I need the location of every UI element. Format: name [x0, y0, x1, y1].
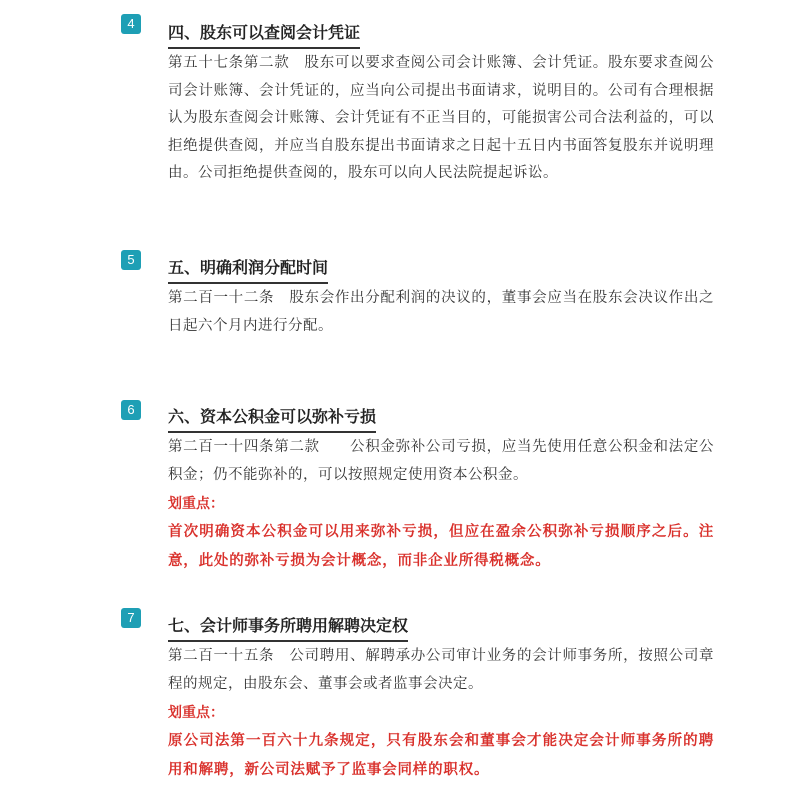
- section-heading: 七、会计师事务所聘用解聘决定权: [168, 615, 408, 642]
- highlight-note: 原公司法第一百六十九条规定，只有股东会和董事会才能决定会计师事务所的聘用和解聘，新公司法赋予了监事会同样的职权。: [168, 733, 714, 778]
- section-number-badge: 7: [121, 608, 141, 628]
- section-body: 第五十七条第二款 股东可以要求查阅公司会计账簿、会计凭证。股东要求查阅公司会计账簿、会计凭证的，应当向公司提出书面请求，说明目的。公司有合理根据认为股东查阅会计账簿、会计凭证有不正当目的，可能损害公司合法利益的，可以拒绝提供查阅，并应当自股东提出书面请求之日起十五日内书面答复股东并说明理由。公司拒绝提供查阅的，股东可以向人民法院提起诉讼。: [168, 55, 714, 181]
- highlight-label: 划重点：: [168, 496, 224, 512]
- section-number-badge: 5: [121, 250, 141, 270]
- section-number-badge: 6: [121, 400, 141, 420]
- section-heading: 四、股东可以查阅会计凭证: [168, 22, 360, 49]
- section-heading: 五、明确利润分配时间: [168, 257, 328, 284]
- section-body: 第二百一十五条 公司聘用、解聘承办公司审计业务的会计师事务所，按照公司章程的规定，由股东会、董事会或者监事会决定。: [168, 648, 714, 692]
- section-heading: 六、资本公积金可以弥补亏损: [168, 406, 376, 433]
- section-number-badge: 4: [121, 14, 141, 34]
- highlight-note: 首次明确资本公积金可以用来弥补亏损，但应在盈余公积弥补亏损顺序之后。注意，此处的弥补亏损为会计概念，而非企业所得税概念。: [168, 524, 714, 569]
- section-body: 第二百一十四条第二款 公积金弥补公司亏损，应当先使用任意公积金和法定公积金；仍不能弥补的，可以按照规定使用资本公积金。: [168, 439, 714, 483]
- section-body: 第二百一十二条 股东会作出分配利润的决议的，董事会应当在股东会决议作出之日起六个月内进行分配。: [168, 290, 714, 334]
- highlight-label: 划重点：: [168, 705, 224, 721]
